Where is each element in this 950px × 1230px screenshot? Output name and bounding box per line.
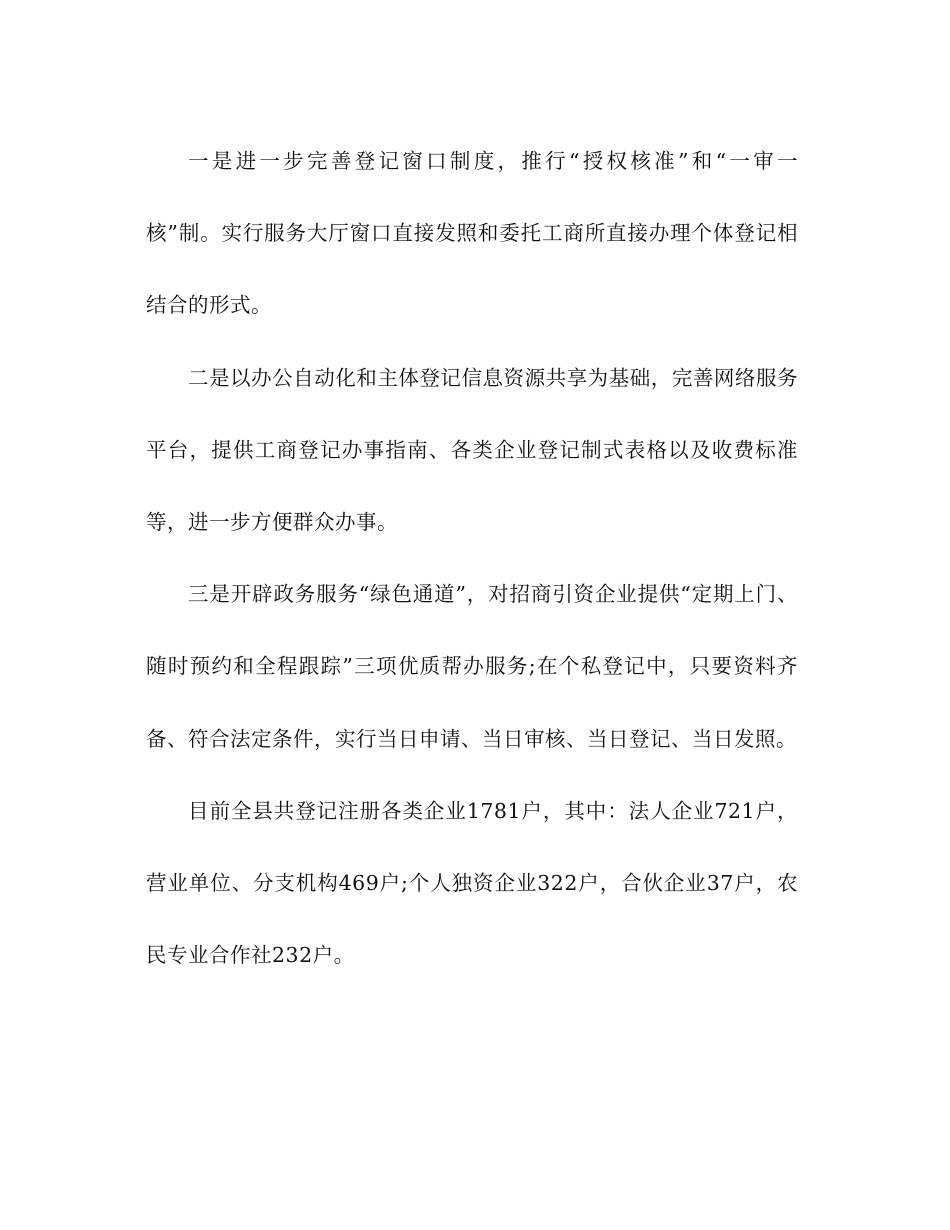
document-body	[146, 125, 798, 991]
paragraph-3: 三是开辟政务服务“绿色通道”，对招商引资企业提供“定期上门、随时预约和全程跟踪”三项优质帮办服务;在个私登记中，只要资料齐备、符合法定条件，实行当日申请、当日审核、当日登记、当日发照。	[146, 582, 798, 751]
paragraph-1: 一是进一步完善登记窗口制度，推行“授权核准”和“一审一核”制。实行服务大厅窗口直接发照和委托工商所直接办理个体登记相结合的形式。	[146, 149, 798, 318]
paragraph-2: 二是以办公自动化和主体登记信息资源共享为基础，完善网络服务平台，提供工商登记办事指南、各类企业登记制式表格以及收费标准等，进一步方便群众办事。	[146, 365, 798, 535]
paragraph-4: 目前全县共登记注册各类企业1781户，其中：法人企业721户，营业单位、分支机构469户;个人独资企业322户，合伙企业37户，农民专业合作社232户。	[146, 798, 798, 968]
